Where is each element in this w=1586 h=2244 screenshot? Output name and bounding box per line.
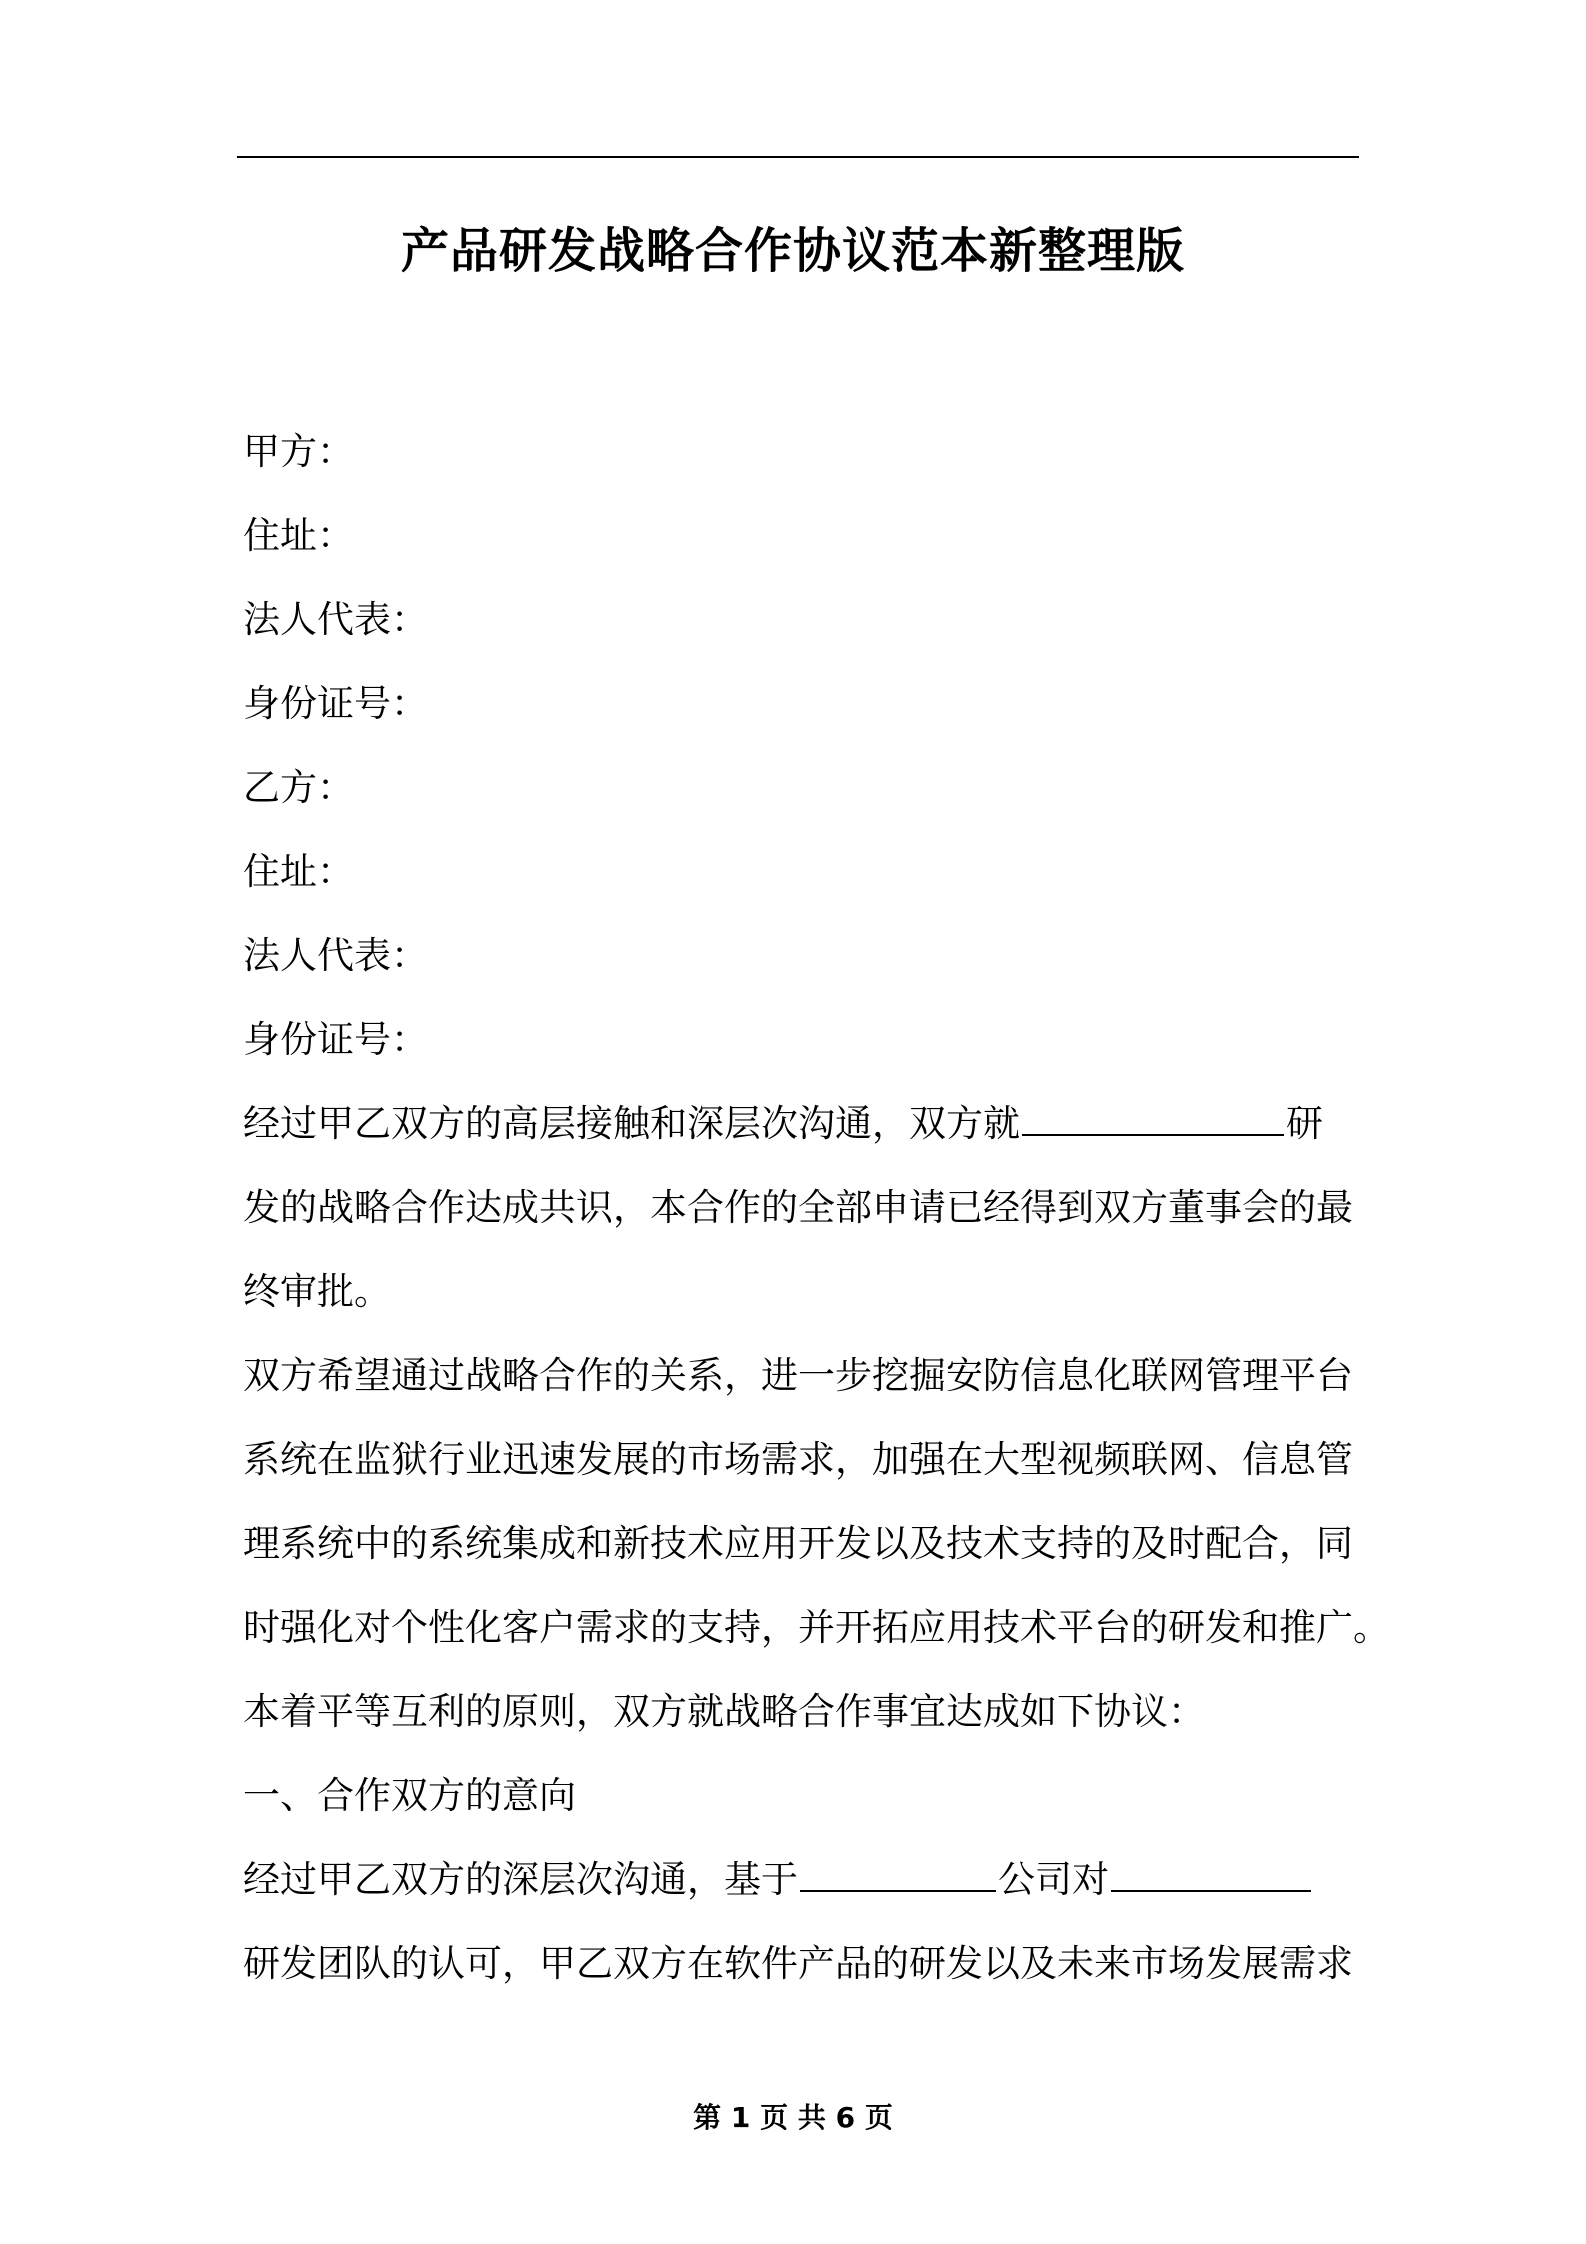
paragraph-2-line-4: 时强化对个性化客户需求的支持，并开拓应用技术平台的研发和推广。	[243, 1606, 1390, 1649]
paragraph-2-line-1: 双方希望通过战略合作的关系，进一步挖掘安防信息化联网管理平台	[243, 1354, 1353, 1397]
party-a-field: 甲方：	[243, 430, 354, 473]
party-b-field: 乙方：	[243, 766, 354, 809]
party-a-legal-rep-field: 法人代表：	[243, 598, 428, 641]
document-body	[243, 410, 1390, 2006]
party-b-legal-rep-field: 法人代表：	[243, 934, 428, 977]
paragraph-4-line-2: 研发团队的认可，甲乙双方在软件产品的研发以及未来市场发展需求	[243, 1942, 1353, 1985]
party-b-id-number-field: 身份证号：	[243, 1018, 428, 1061]
paragraph-4-text-a: 经过甲乙双方的深层次沟通，基于	[243, 1858, 798, 1901]
paragraph-2-line-2: 系统在监狱行业迅速发展的市场需求，加强在大型视频联网、信息管	[243, 1438, 1353, 1481]
paragraph-4-line-1	[243, 1838, 1365, 1922]
paragraph-3: 本着平等互利的原则，双方就战略合作事宜达成如下协议：	[243, 1690, 1205, 1733]
party-b-address-field: 住址：	[243, 850, 354, 893]
blank-fill-line	[800, 1860, 996, 1892]
party-a-address-field: 住址：	[243, 514, 354, 557]
header-rule	[237, 156, 1359, 158]
paragraph-1-text-a: 经过甲乙双方的高层接触和深层次沟通，双方就	[243, 1102, 1020, 1145]
blank-fill-line	[1022, 1104, 1284, 1136]
paragraph-1-line-2: 发的战略合作达成共识，本合作的全部申请已经得到双方董事会的最	[243, 1186, 1353, 1229]
paragraph-2-line-3: 理系统中的系统集成和新技术应用开发以及技术支持的及时配合，同	[243, 1522, 1353, 1565]
section-1-heading: 一、合作双方的意向	[243, 1774, 576, 1817]
page-number-footer: 第 1 页 共 6 页	[693, 2101, 893, 2134]
paragraph-1-line-3: 终审批。	[243, 1270, 391, 1313]
paragraph-1-line-1	[243, 1082, 1365, 1166]
party-a-id-number-field: 身份证号：	[243, 682, 428, 725]
blank-fill-line	[1111, 1860, 1311, 1892]
paragraph-4-text-b: 公司对	[998, 1858, 1109, 1901]
document-title: 产品研发战略合作协议范本新整理版	[400, 223, 1185, 279]
paragraph-1-text-b: 研	[1286, 1102, 1323, 1145]
